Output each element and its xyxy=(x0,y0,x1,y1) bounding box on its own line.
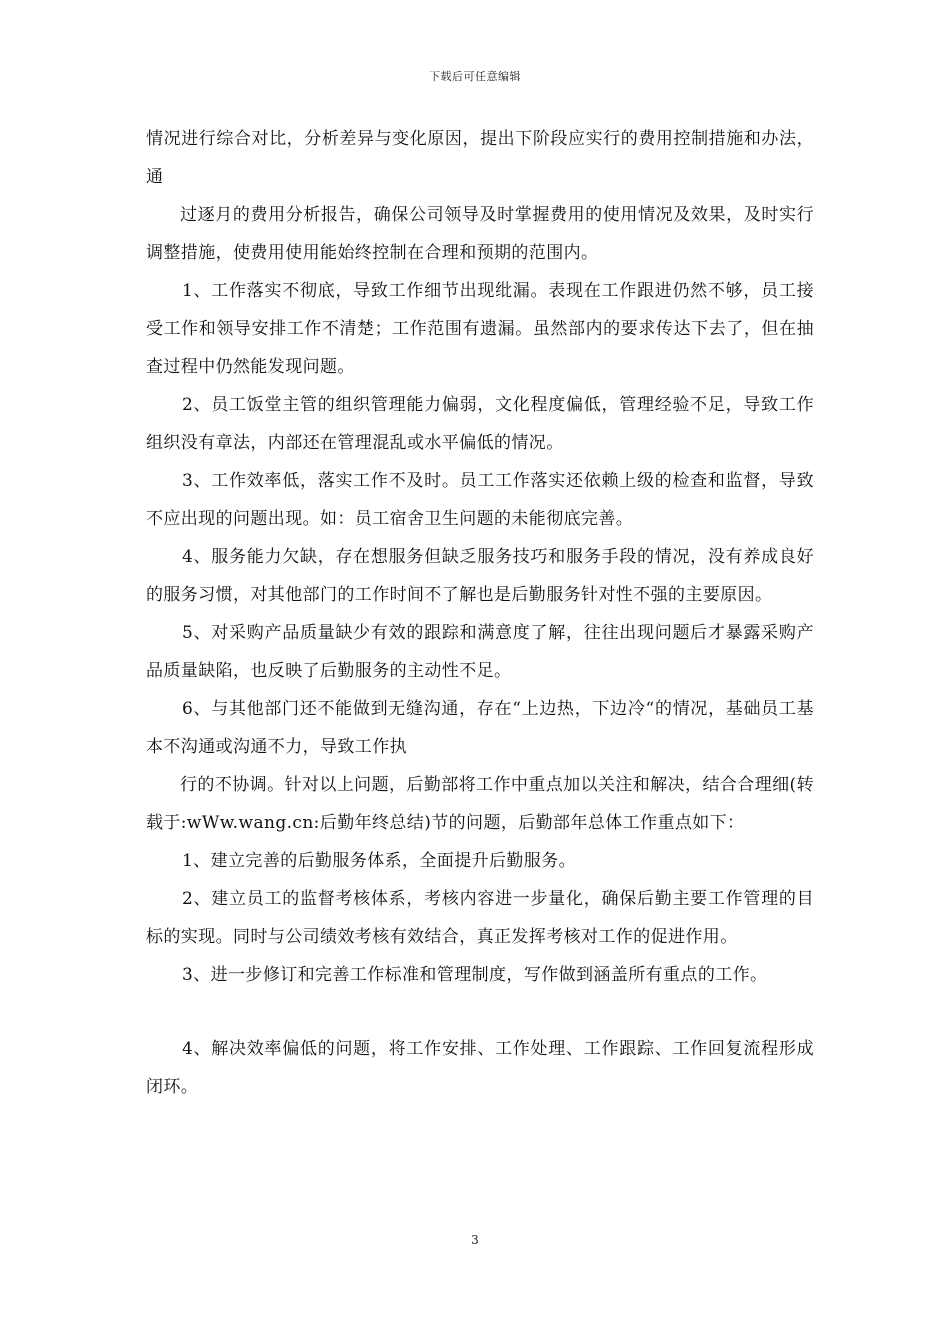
paragraph-6: 4、服务能力欠缺，存在想服务但缺乏服务技巧和服务手段的情况，没有养成良好的服务习惯，对其他部门的工作时间不了解也是后勤服务针对性不强的主要原因。 xyxy=(146,547,814,605)
paragraph-11: 2、建立员工的监督考核体系，考核内容进一步量化，确保后勤主要工作管理的目标的实现。同时与公司绩效考核有效结合，真正发挥考核对工作的促进作用。 xyxy=(146,889,814,947)
paragraph-1: 情况进行综合对比，分析差异与变化原因，提出下阶段应实行的费用控制措施和办法，通 xyxy=(146,129,814,187)
paragraph-13: 4、解决效率偏低的问题，将工作安排、工作处理、工作跟踪、工作回复流程形成闭环。 xyxy=(146,1039,814,1097)
paragraph-10: 1、建立完善的后勤服务体系，全面提升后勤服务。 xyxy=(182,851,577,871)
document-body xyxy=(146,120,814,1106)
page-number: 3 xyxy=(471,1233,479,1247)
paragraph-7: 5、对采购产品质量缺少有效的跟踪和满意度了解，往往出现问题后才暴露采购产品质量缺陷，也反映了后勤服务的主动性不足。 xyxy=(146,623,814,681)
paragraph-3: 1、工作落实不彻底，导致工作细节出现纰漏。表现在工作跟进仍然不够，员工接受工作和领导安排工作不清楚；工作范围有遗漏。虽然部内的要求传达下去了，但在抽查过程中仍然能发现问题。 xyxy=(146,281,814,377)
page-header: 下载后可任意编辑 xyxy=(429,70,521,83)
paragraph-2: 过逐月的费用分析报告，确保公司领导及时掌握费用的使用情况及效果，及时实行调整措施，使费用使用能始终控制在合理和预期的范围内。 xyxy=(146,205,814,263)
paragraph-gap xyxy=(146,994,814,1030)
paragraph-4: 2、员工饭堂主管的组织管理能力偏弱，文化程度偏低，管理经验不足，导致工作组织没有章法，内部还在管理混乱或水平偏低的情况。 xyxy=(146,395,814,453)
paragraph-9: 行的不协调。针对以上问题，后勤部将工作中重点加以关注和解决，结合合理细(转载于:wWw.wang.cn:后勤年终总结)节的问题，后勤部年总体工作重点如下： xyxy=(146,775,814,833)
paragraph-8: 6、与其他部门还不能做到无缝沟通，存在“上边热，下边冷“的情况，基础员工基本不沟通或沟通不力，导致工作执 xyxy=(146,699,814,757)
paragraph-5: 3、工作效率低，落实工作不及时。员工工作落实还依赖上级的检查和监督，导致不应出现的问题出现。如：员工宿舍卫生问题的未能彻底完善。 xyxy=(146,471,814,529)
paragraph-12: 3、进一步修订和完善工作标准和管理制度，写作做到涵盖所有重点的工作。 xyxy=(182,965,768,985)
